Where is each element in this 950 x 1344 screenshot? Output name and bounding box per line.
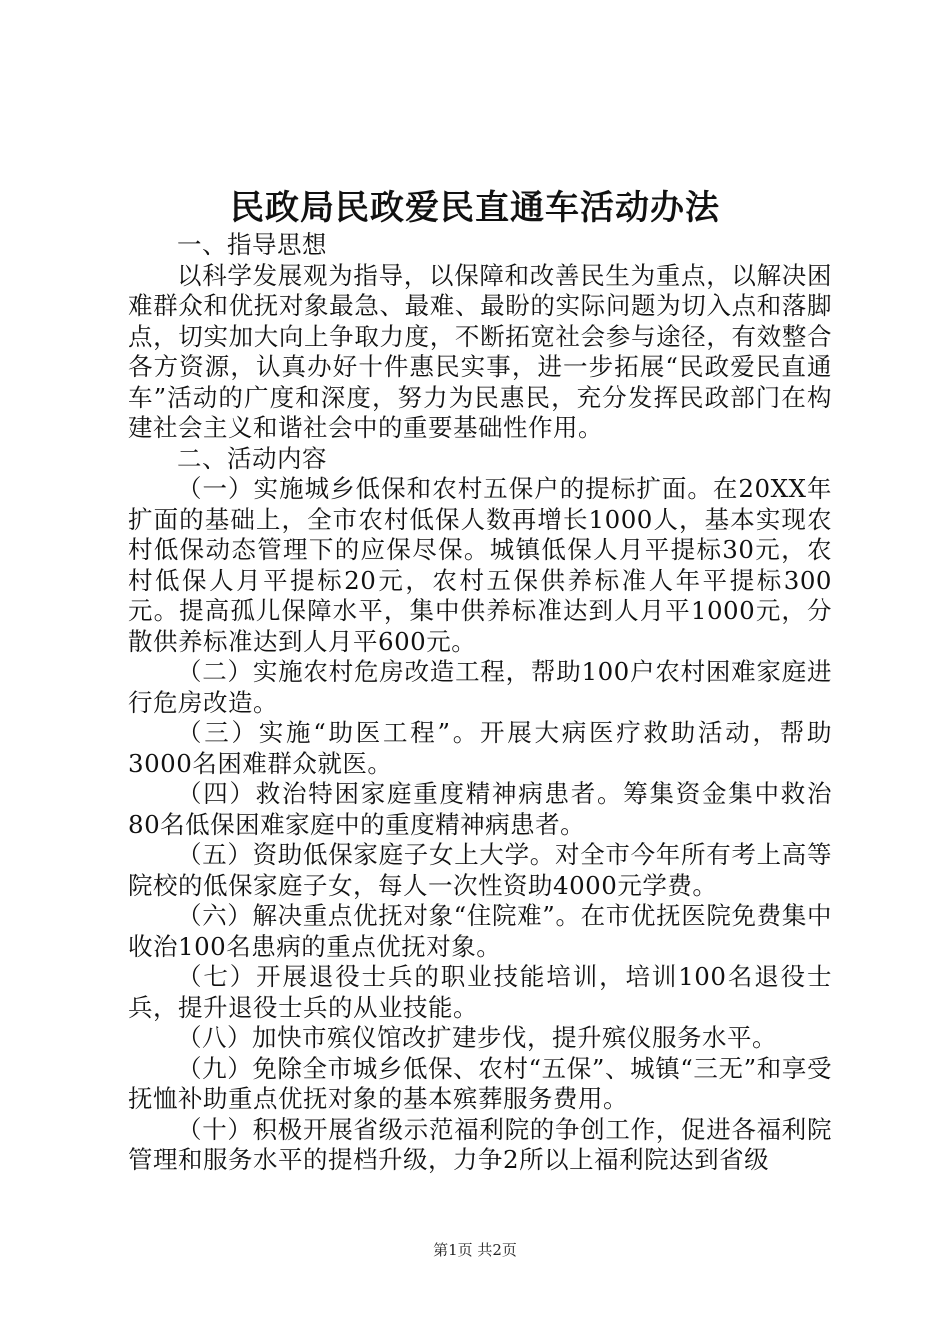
body-paragraph: （三）实施“助医工程”。开展大病医疗救助活动，帮助3000名困难群众就医。 (128, 718, 832, 778)
body-paragraph: 以科学发展观为指导，以保障和改善民生为重点，以解决困难群众和优抚对象最急、最难、最盼的实际问题为切入点和落脚点，切实加大向上争取力度，不断拓宽社会参与途径，有效整合各方资源，认真办好十件惠民实事，进一步拓展“民政爱民直通车”活动的广度和深度，努力为民惠民，充分发挥民政部门在构建社会主义和谐社会中的重要基础性作用。 (128, 260, 832, 442)
document-title: 民政局民政爱民直通车活动办法 (230, 188, 720, 228)
body-paragraph: （十）积极开展省级示范福利院的争创工作，促进各福利院管理和服务水平的提档升级，力争2所以上福利院达到省级 (128, 1114, 832, 1174)
body-paragraph: （四）救治特困家庭重度精神病患者。筹集资金集中救治80名低保困难家庭中的重度精神病患者。 (128, 779, 832, 839)
body-paragraph: （九）免除全市城乡低保、农村“五保”、城镇“三无”和享受抚恤补助重点优抚对象的基本殡葬服务费用。 (128, 1053, 832, 1113)
body-paragraph: （一）实施城乡低保和农村五保户的提标扩面。在20XX年扩面的基础上，全市农村低保人数再增长1000人，基本实现农村低保动态管理下的应保尽保。城镇低保人月平提标30元，农村低保人月平提标20元，农村五保供养标准人年平提标300元。提高孤儿保障水平，集中供养标准达到人月平1000元，分散供养标准达到人月平600元。 (128, 474, 832, 656)
section-heading: 一、指导思想 (177, 230, 327, 259)
body-paragraph: （五）资助低保家庭子女上大学。对全市今年所有考上高等院校的低保家庭子女，每人一次性资助4000元学费。 (128, 840, 832, 900)
page-number-footer: 第1页 共2页 (433, 1241, 517, 1259)
body-paragraph: （六）解决重点优抚对象“住院难”。在市优抚医院免费集中收治100名患病的重点优抚对象。 (128, 901, 832, 961)
body-paragraph: （七）开展退役士兵的职业技能培训，培训100名退役士兵，提升退役士兵的从业技能。 (128, 962, 832, 1022)
body-paragraph: （二）实施农村危房改造工程，帮助100户农村困难家庭进行危房改造。 (128, 657, 832, 717)
section-heading: 二、活动内容 (177, 443, 327, 473)
document-body (128, 230, 832, 1176)
body-paragraph: （八）加快市殡仪馆改扩建步伐，提升殡仪服务水平。 (177, 1023, 777, 1052)
